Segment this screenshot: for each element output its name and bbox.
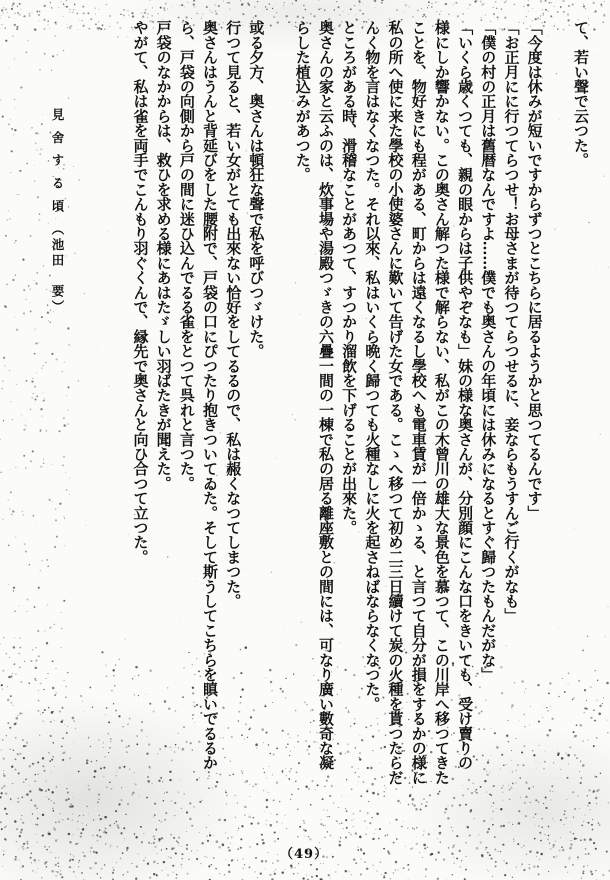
text-column: やがて、私は雀を両手でこんもり羽ぐくんで、縁先で奥さんと向ひ合つて立つた。: [131, 20, 150, 564]
text-column: [267, 20, 290, 810]
text-column: 「いくら歳くつても、親の眼からは子供やぞなも」妹の様な奥さんが、分別顔にこんな口をきいても、受け賣りの: [456, 20, 475, 770]
text-column: 様にしか響かない。この奥さん解つた様で解らない、私がこの木曾川の雄大な景色を慕つて、この川岸へ移つてきた: [432, 20, 451, 785]
text-column: 「今度は休みが短いですからずつとこちらに居るようかと思つてるんです」: [525, 20, 544, 520]
running-title: 見 舍 す る 頃 （池田 要）: [50, 108, 65, 316]
text-column: 私の所へ使に来た學校の小使婆さんに歎いて告げた女である。こゝへ移つて初め二三日續けて炭の火種を貰つたらだ: [386, 20, 405, 785]
text-column: て、若い聲で云つた。: [572, 20, 590, 168]
text-column: 奥さんはうんと背延びをした腰附で、戸袋の口にぴつたり抱きついてゐた。そして斯うしてこちらを瞋いでるるか: [201, 20, 219, 770]
text-column: 「僕の村の正月は舊暦なんですよ……僕でも奥さんの年頃には休みになるとすぐ歸つたもんだがな」: [479, 20, 498, 682]
text-column: 「お正月にに行つてらつせ！お母さまが待つてらつせるに、妾ならもうすんご行くがなも」: [502, 20, 521, 623]
text-column: 行つて見ると、若い女がとても出來ない恰好をしてるるので、私は赧くなつてしまつた。: [224, 20, 243, 609]
text-column: らした植込みがあつた。: [293, 20, 312, 182]
text-column: ことを、物好きにも程がある、町からは遠くなるし學校へも電車賃が一倍かゝる、と言つて自分が損をするかの様に: [409, 20, 428, 785]
page-number: （49）: [280, 847, 329, 862]
text-column: 或る夕方、奥さんは頓狂な聲で私を呼びつゞけた。: [247, 20, 266, 359]
text-column: 奥さんの家と云ふのは、炊事場や湯殿つゞきの六疊一間の一棟で私の居る離座敷との間には、可なり廣い數奇な凝: [316, 20, 335, 770]
text-column: ら、戸袋の向側から戸の間に迷ひ込んでるる雀をとつて呉れと言つた。: [177, 20, 196, 491]
text-column: んく物を言はなくなつた。それ以來、私はいくら晩く歸つても火種なしに火を起さねばならなくなつた。: [363, 20, 382, 711]
text-column: ところがある時、滑稽なことがあつて、すつかり溜飲を下げることが出來た。: [340, 20, 359, 535]
text-column: 戸袋のなかからは、救ひを求める様にあはたゞしい羽ばたきが聞えた。: [154, 20, 173, 491]
text-column: [546, 20, 569, 810]
vertical-body-text: [52, 20, 592, 810]
